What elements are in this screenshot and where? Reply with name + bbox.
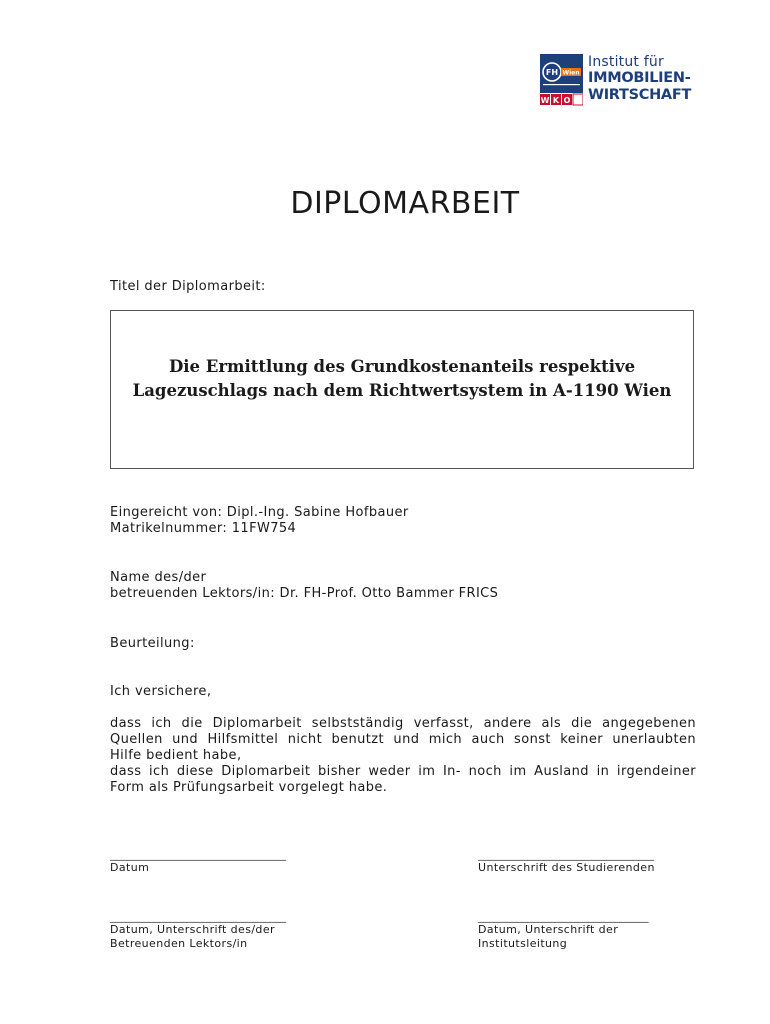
declaration-line-5: Form als Prüfungsarbeit vorgelegt habe.: [110, 780, 388, 795]
declaration-body: [110, 716, 696, 796]
supervisor-name: betreuenden Lektors/in: Dr. FH-Prof. Otto Bammer FRICS: [110, 586, 499, 601]
fh-wien-wko-logo-icon: [540, 54, 583, 106]
lecturer-signature-label-2: Betreuenden Lektors/in: [110, 937, 248, 950]
logo-wordmark: [588, 54, 691, 102]
declaration-line-2: Quellen und Hilfsmittel nicht benutzt und mich auch sonst keiner unerlaubten: [110, 732, 696, 747]
thesis-title-line-2: Lagezuschlags nach dem Richtwertsystem in A-1190 Wien: [132, 381, 672, 400]
thesis-title-label: Titel der Diplomarbeit:: [110, 279, 266, 294]
signature-institute: [478, 910, 649, 951]
student-signature-label: Unterschrift des Studierenden: [478, 861, 655, 874]
declaration-line-4: dass ich diese Diplomarbeit bisher weder im In- noch im Ausland in irgendeiner: [110, 764, 696, 779]
thesis-title-box: [110, 310, 694, 469]
declaration-line-3: Hilfe bedient habe,: [110, 748, 242, 763]
document-title: DIPLOMARBEIT: [290, 186, 520, 221]
declaration-intro: Ich versichere,: [110, 684, 212, 699]
svg-text:O: O: [563, 96, 571, 105]
matriculation-number: Matrikelnummer: 11FW754: [110, 521, 297, 536]
signature-student: [478, 848, 655, 875]
supervisor-label: Name des/der: [110, 570, 207, 585]
declaration-line-1: dass ich die Diplomarbeit selbstständig verfasst, andere als die angegebenen: [110, 716, 696, 731]
date-label: Datum: [110, 861, 150, 874]
signature-line: ________________________________: [110, 910, 286, 923]
logo-line-immobilien: IMMOBILIEN-: [588, 70, 691, 86]
signature-line: ________________________________: [110, 848, 286, 861]
institute-logo: [540, 54, 700, 106]
signature-line: ________________________________: [478, 848, 654, 861]
assessment-label: Beurteilung:: [110, 636, 195, 651]
svg-text:Wien: Wien: [562, 69, 580, 77]
signature-date: [110, 848, 286, 875]
signature-lecturer: [110, 910, 286, 951]
supervisor-info: [110, 570, 696, 602]
submission-info: [110, 505, 696, 537]
svg-text:FH: FH: [545, 68, 559, 77]
logo-line-wirtschaft: WIRTSCHAFT: [588, 86, 692, 103]
signature-line: _______________________________: [478, 910, 649, 923]
svg-text:W: W: [540, 96, 550, 105]
thesis-title-line-1: Die Ermittlung des Grundkostenanteils respektive: [168, 357, 636, 376]
submitted-by: Eingereicht von: Dipl.-Ing. Sabine Hofbauer: [110, 505, 409, 520]
logo-line-institut: Institut für: [588, 54, 664, 70]
lecturer-signature-label-1: Datum, Unterschrift des/der: [110, 923, 275, 936]
institute-signature-label-1: Datum, Unterschrift der: [478, 923, 619, 936]
institute-signature-label-2: Institutsleitung: [478, 937, 568, 950]
thesis-title: [111, 355, 693, 403]
svg-text:K: K: [552, 96, 560, 105]
